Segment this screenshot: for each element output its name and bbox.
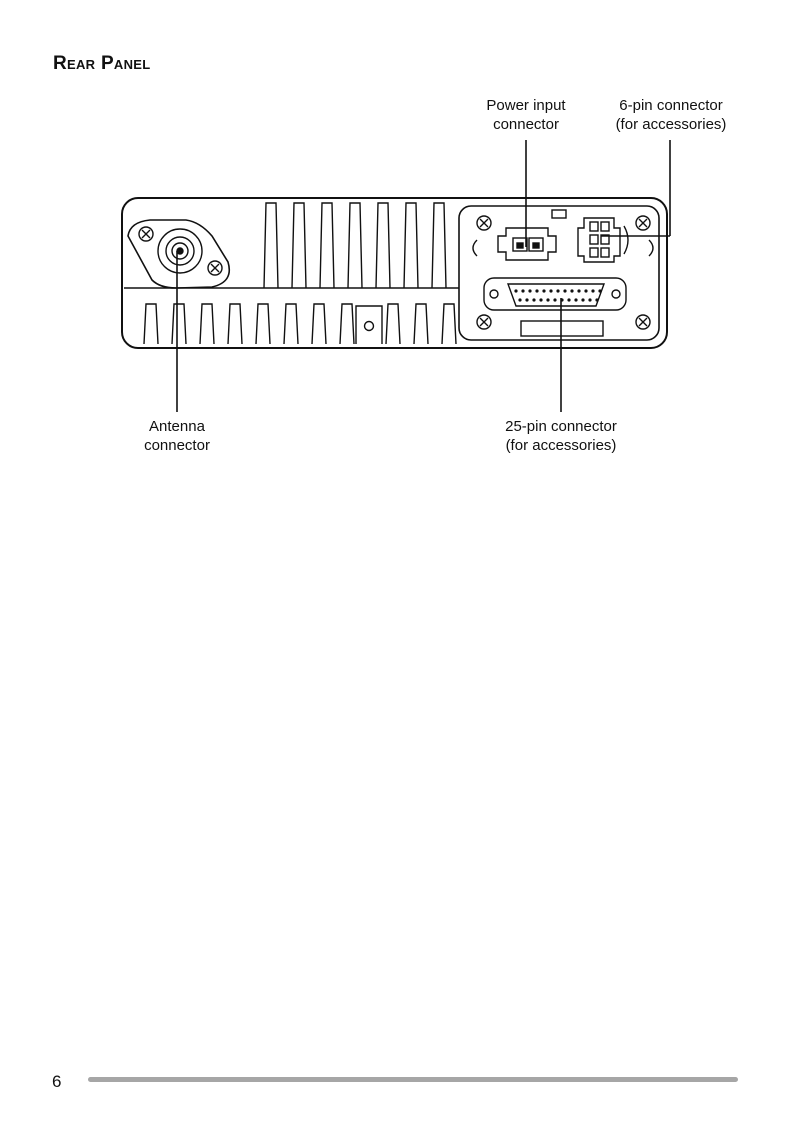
mounting-tab: [356, 306, 382, 344]
six-pin-connector: [578, 218, 628, 262]
page-number: 6: [52, 1072, 62, 1091]
upper-heatsink-fins: [264, 203, 446, 288]
antenna-label-line1: Antenna: [149, 418, 205, 435]
six-pin-label-line2: (for accessories): [615, 116, 727, 133]
antenna-label-line2: connector: [144, 437, 210, 454]
twenty-five-pin-label-line2: (for accessories): [505, 437, 617, 454]
radio-chassis: [122, 198, 667, 348]
power-input-connector: [498, 228, 556, 260]
footer-rule: [88, 1077, 738, 1082]
panel-screws: [477, 216, 650, 329]
antenna-connector-label: [122, 417, 232, 455]
six-pin-connector-label: [596, 96, 746, 134]
lower-heatsink-fins: [144, 304, 456, 344]
leader-lines: [177, 140, 670, 412]
twenty-five-pin-connector-label: [476, 417, 646, 455]
twenty-five-pin-label-line1: 25-pin connector: [505, 418, 617, 435]
twenty-five-pin-connector: [484, 278, 626, 336]
power-input-connector-label: [466, 96, 586, 134]
antenna-connector: [128, 220, 229, 288]
power-input-label-line2: connector: [493, 116, 559, 133]
six-pin-label-line1: 6-pin connector: [619, 97, 723, 114]
power-input-label-line1: Power input: [486, 97, 566, 114]
section-title: Rear Panel: [53, 53, 151, 74]
